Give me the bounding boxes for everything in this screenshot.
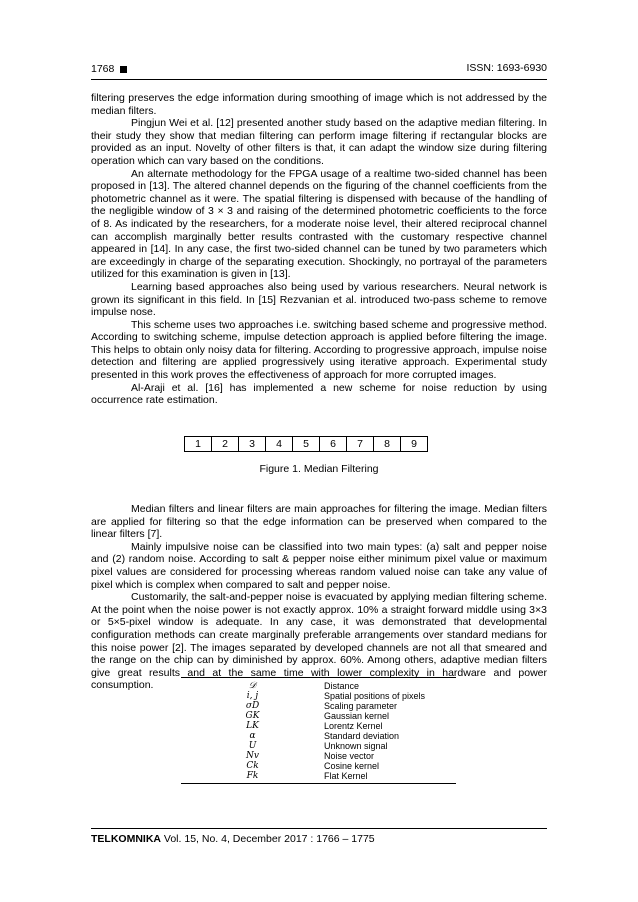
figure-cell: 8 [374,437,401,452]
table-row [181,721,456,731]
symbol-table [181,677,456,784]
symbol-cell: GK [245,711,260,721]
table-row [181,691,456,701]
issn: ISSN: 1693-6930 [466,62,547,74]
paragraph: An alternate methodology for the FPGA usage of a realtime two-sided channel has been proposed in [13]. The altered channel depends on the figuring of the channel coefficients from the photometric channel as it were. The spatial filtering is dispensed with because of the handling of the negligible window of 3 × 3 and raising of the determined photometric coefficients to the force of 8. As indicated by the researchers, for a moderate noise level, their altered reciprocal channel can accomplish marginally better results contrasted with the customary respective channel appeared in [14]. In any case, the first two-sided channel can be tuned by two parameters which are exceedingly in charge of the separating execution. Shockingly, no portrayal of the parameters utilized for this examination is given in [13]. [91,167,547,281]
description-cell: Scaling parameter [324,701,398,711]
symbol-cell: Fk [246,771,259,781]
figure-caption: Figure 1. Median Filtering [259,463,379,475]
table-row [181,741,456,751]
header-left [91,62,127,76]
symbol-cell: 𝒟 [248,681,257,691]
paragraph: Median filters and linear filters are main approaches for filtering the image. Median filters are applied for filtering so that the edge information can be preserved when compared to the linear filters [7]. [91,503,547,541]
table-row [181,711,456,721]
figure-cell: 3 [239,437,266,452]
paragraph: filtering preserves the edge information during smoothing of image which is not addressed by the median filters. [91,92,547,117]
figure-cell: 2 [212,437,239,452]
paragraph: Al-Araji et al. [16] has implemented a new scheme for noise reduction by using occurrence rate estimation. [91,381,547,407]
symbol-cell: Nv [246,751,259,761]
footer-rule [91,828,547,829]
paragraph: This scheme uses two approaches i.e. switching based scheme and progressive method. According to switching scheme, impulse detection approach is applied before filtering the image. This helps to obtain only noisy data for filtering. According to progressive approach, impulse noise detection and filtering are applied progressively using iterative approach. Experimental study presented in this work proves the effectiveness of approach for more corrupted images. [91,318,547,382]
figure-cell: 7 [347,437,374,452]
paragraph: Learning based approaches also being used by various researchers. Neural network is grown its significant in this field. In [15] Rezvanian et al. introduced two-pass scheme to remove impulse nose. [91,280,547,319]
median-filter-figure [184,436,428,452]
table-row [181,771,456,784]
description-cell: Unknown signal [324,741,388,751]
footer-citation: Vol. 15, No. 4, December 2017 : 1766 – 1775 [161,833,375,845]
figure-cell: 4 [266,437,293,452]
figure-cell: 9 [401,437,428,452]
paragraph: Mainly impulsive noise can be classified into two main types: (a) salt and pepper noise and (2) random noise. According to salt & pepper noise either minimum pixel value or maximum pixel values are considered for processing whereas random valued noise can take any value of pixel which is complex when compared to salt and pepper noise. [91,540,547,591]
journal-name: TELKOMNIKA [91,833,161,845]
table-row [181,678,456,692]
table-row [181,751,456,761]
table-row [181,731,456,741]
symbol-cell: LK [246,721,259,731]
body-text-top [91,92,547,407]
description-cell: Distance [324,681,360,691]
figure-cell: 5 [293,437,320,452]
symbol-cell: α [249,731,256,741]
square-bullet-icon [120,66,127,73]
symbol-cell: U [248,741,257,751]
description-cell: Lorentz Kernel [324,721,383,731]
figure-cell: 6 [320,437,347,452]
table-row [181,761,456,771]
figure-cell: 1 [185,437,212,452]
description-cell: Noise vector [324,751,375,761]
page-footer [91,833,375,845]
description-cell: Spatial positions of pixels [324,691,426,701]
description-cell: Gaussian kernel [324,711,390,721]
symbol-cell: σD [245,701,260,711]
page-header [91,62,547,76]
description-cell: Flat Kernel [324,771,368,781]
paragraph: Pingjun Wei et al. [12] presented another study based on the adaptive median filtering. In their study they show that median filtering can perform image filtering if rectangular blocks are provided as an input. Novelty of other filters is that, it can adapt the window size during filtering operation which can vary based on the conditions. [91,117,547,167]
table-row [181,701,456,711]
header-rule [91,79,547,80]
description-cell: Cosine kernel [324,761,380,771]
description-cell: Standard deviation [324,731,400,741]
body-text-bottom [91,503,547,692]
paragraph: Customarily, the salt-and-pepper noise is evacuated by applying median filtering scheme. At the point when the noise power is not exactly approx. 10% a straight forward middle using 3×3 or 5×5-pixel window is adequate. In any case, it was demonstrated that developmental configuration methods can create marginally preferable arrangements over standard medians for this noise power [2]. The images separated by developed channels are not all that smeared and the range on the chip can by diminished by approx. 60%. Among others, adaptive median filters give great results and at the same time with lower complexity in hardware and power consumption. [91,591,547,692]
symbol-cell: Ck [246,761,259,771]
symbol-cell: i, j [246,691,259,701]
page-number: 1768 [91,63,115,75]
